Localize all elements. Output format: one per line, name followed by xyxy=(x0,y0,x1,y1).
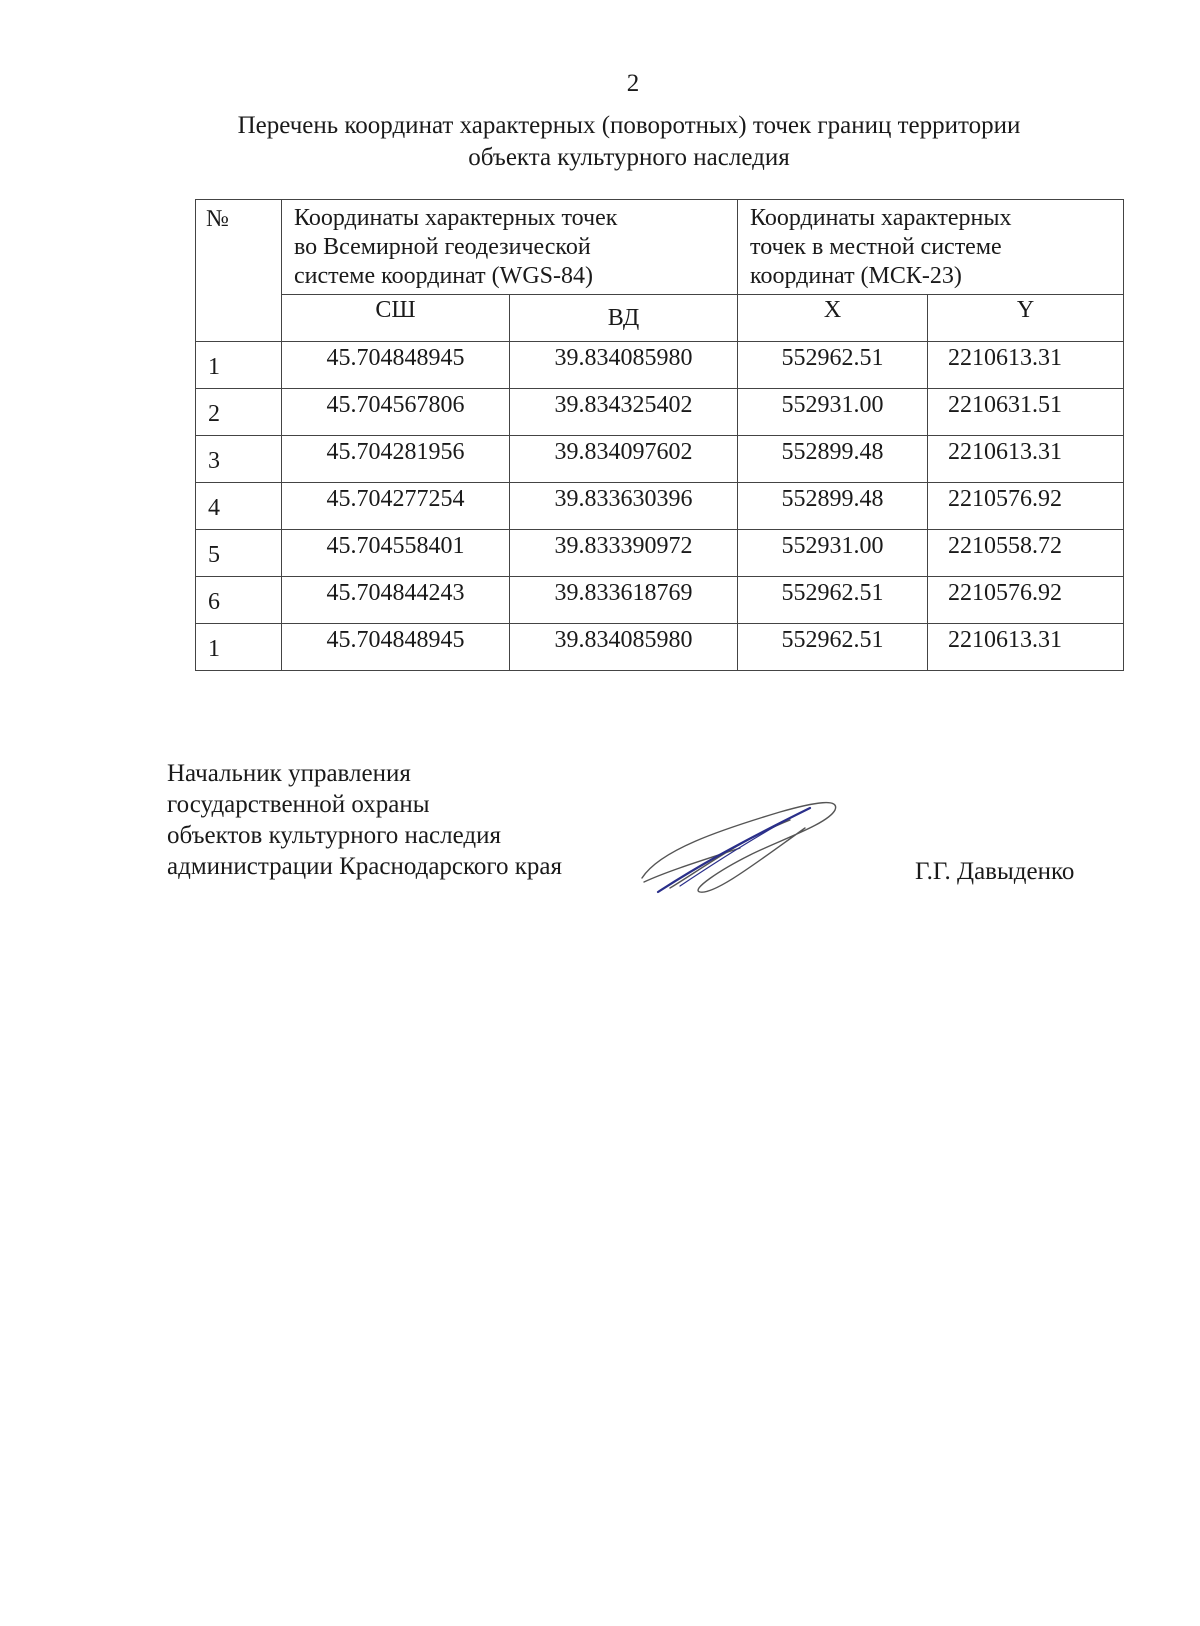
signer-position-line-1: Начальник управления xyxy=(167,760,411,787)
table-row xyxy=(196,530,1124,577)
header-wgs84-line-2: во Всемирной геодезической xyxy=(294,234,591,260)
cell-x: 552962.51 xyxy=(738,624,928,671)
signer-position-line-4: администрации Краснодарского края xyxy=(167,853,563,880)
row-number: 3 xyxy=(196,436,282,483)
row-number: 6 xyxy=(196,577,282,624)
cell-y: 2210576.92 xyxy=(928,577,1124,624)
row-number: 1 xyxy=(196,342,282,389)
cell-sh: 45.704844243 xyxy=(282,577,510,624)
document-title xyxy=(190,110,1068,174)
cell-vd: 39.834085980 xyxy=(510,624,738,671)
header-msk23-line-1: Координаты характерных xyxy=(750,205,1012,231)
subheader-x: X xyxy=(738,295,928,342)
table-row xyxy=(196,483,1124,530)
header-wgs84-line-3: системе координат (WGS-84) xyxy=(294,263,593,289)
cell-sh: 45.704281956 xyxy=(282,436,510,483)
cell-sh: 45.704567806 xyxy=(282,389,510,436)
cell-vd: 39.833390972 xyxy=(510,530,738,577)
coordinates-table xyxy=(195,199,1124,671)
cell-y: 2210576.92 xyxy=(928,483,1124,530)
table-subheader-row xyxy=(196,295,1124,342)
cell-y: 2210613.31 xyxy=(928,436,1124,483)
header-msk23-line-2: точек в местной системе xyxy=(750,234,1002,260)
header-number: № xyxy=(196,200,282,342)
cell-sh: 45.704848945 xyxy=(282,342,510,389)
cell-vd: 39.834085980 xyxy=(510,342,738,389)
cell-vd: 39.834097602 xyxy=(510,436,738,483)
title-line-2: объекта культурного наследия xyxy=(468,144,790,171)
cell-sh: 45.704277254 xyxy=(282,483,510,530)
subheader-sh: СШ xyxy=(282,295,510,342)
table-row xyxy=(196,389,1124,436)
signer-position-line-3: объектов культурного наследия xyxy=(167,822,501,849)
cell-x: 552931.00 xyxy=(738,389,928,436)
cell-y: 2210613.31 xyxy=(928,624,1124,671)
cell-vd: 39.833618769 xyxy=(510,577,738,624)
cell-vd: 39.834325402 xyxy=(510,389,738,436)
handwritten-signature-icon xyxy=(640,800,870,930)
row-number: 2 xyxy=(196,389,282,436)
header-wgs84 xyxy=(282,200,738,295)
cell-y: 2210558.72 xyxy=(928,530,1124,577)
table-header-row xyxy=(196,200,1124,295)
header-msk23 xyxy=(738,200,1124,295)
subheader-y: Y xyxy=(928,295,1124,342)
table-row xyxy=(196,577,1124,624)
title-line-1: Перечень координат характерных (поворотных) точек границ территории xyxy=(237,112,1021,139)
cell-x: 552962.51 xyxy=(738,342,928,389)
cell-y: 2210631.51 xyxy=(928,389,1124,436)
signer-position-line-2: государственной охраны xyxy=(167,791,430,818)
row-number: 4 xyxy=(196,483,282,530)
signer-position xyxy=(167,758,562,882)
cell-x: 552962.51 xyxy=(738,577,928,624)
table-row xyxy=(196,624,1124,671)
cell-sh: 45.704558401 xyxy=(282,530,510,577)
signer-name: Г.Г. Давыденко xyxy=(915,858,1075,885)
header-wgs84-line-1: Координаты характерных точек xyxy=(294,205,618,231)
cell-x: 552931.00 xyxy=(738,530,928,577)
subheader-vd: ВД xyxy=(510,295,738,342)
row-number: 5 xyxy=(196,530,282,577)
page-number: 2 xyxy=(626,70,640,97)
cell-vd: 39.833630396 xyxy=(510,483,738,530)
cell-y: 2210613.31 xyxy=(928,342,1124,389)
cell-x: 552899.48 xyxy=(738,483,928,530)
cell-sh: 45.704848945 xyxy=(282,624,510,671)
header-msk23-line-3: координат (МСК-23) xyxy=(750,263,962,289)
table-row xyxy=(196,436,1124,483)
row-number: 1 xyxy=(196,624,282,671)
cell-x: 552899.48 xyxy=(738,436,928,483)
table-row xyxy=(196,342,1124,389)
